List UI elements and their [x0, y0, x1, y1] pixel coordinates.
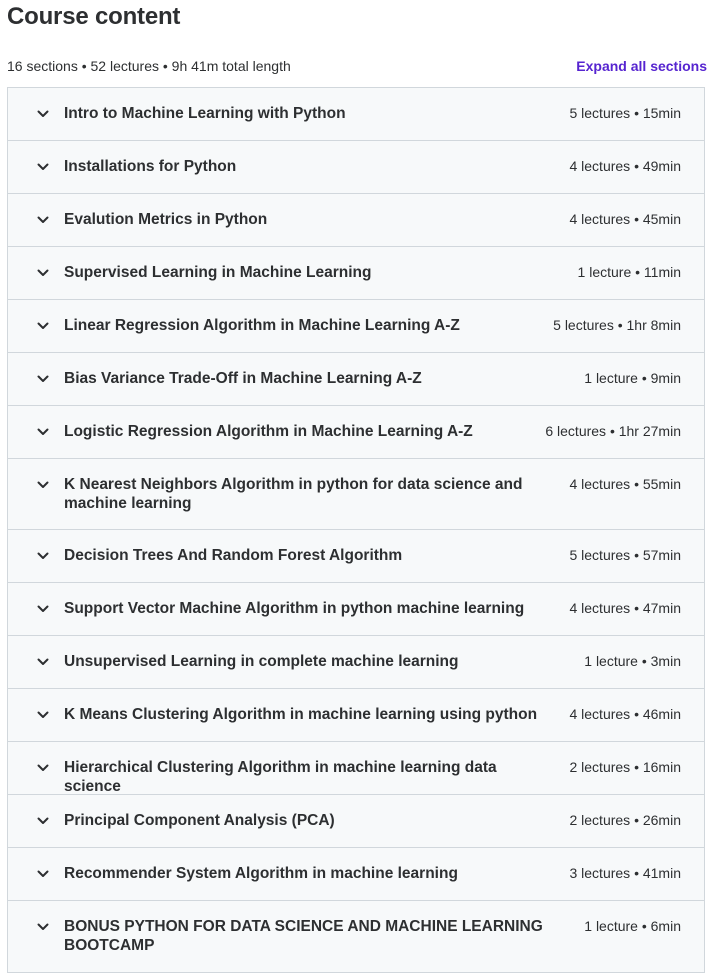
- chevron-down-icon: [36, 157, 50, 177]
- section-title: BONUS PYTHON FOR DATA SCIENCE AND MACHINE LEARNING BOOTCAMP: [64, 918, 543, 954]
- chevron-down-icon: [36, 864, 50, 884]
- section-header[interactable]: [8, 636, 704, 689]
- chevron-down-icon: [36, 546, 50, 566]
- chevron-down-icon: [36, 422, 50, 442]
- chevron-down-icon: [36, 758, 50, 778]
- course-summary: 16 sections • 52 lectures • 9h 41m total length: [7, 58, 291, 74]
- section-header[interactable]: [8, 795, 704, 848]
- section-header[interactable]: [8, 848, 704, 901]
- chevron-down-icon: [36, 475, 50, 495]
- section-header[interactable]: [8, 194, 704, 247]
- section-header[interactable]: [8, 353, 704, 406]
- section-title: Recommender System Algorithm in machine learning: [64, 865, 458, 882]
- chevron-down-icon: [36, 316, 50, 336]
- section-title: Logistic Regression Algorithm in Machine Learning A-Z: [64, 423, 473, 440]
- section-title: Intro to Machine Learning with Python: [64, 105, 346, 122]
- section-title: Principal Component Analysis (PCA): [64, 812, 335, 829]
- section-meta: 4 lectures • 45min: [569, 211, 681, 227]
- section-header[interactable]: [8, 141, 704, 194]
- section-header[interactable]: [8, 459, 704, 530]
- section-meta: 4 lectures • 55min: [569, 476, 681, 492]
- page-title: Course content: [7, 3, 181, 30]
- section-title: Bias Variance Trade-Off in Machine Learning A-Z: [64, 370, 422, 387]
- section-meta: 1 lecture • 9min: [584, 370, 681, 386]
- section-title: Hierarchical Clustering Algorithm in machine learning data science: [64, 759, 497, 795]
- section-title: Linear Regression Algorithm in Machine Learning A-Z: [64, 317, 460, 334]
- section-header[interactable]: [8, 901, 704, 972]
- section-header[interactable]: [8, 583, 704, 636]
- section-meta: 1 lecture • 11min: [577, 264, 681, 280]
- section-header[interactable]: [8, 742, 704, 795]
- section-meta: 4 lectures • 46min: [569, 706, 681, 722]
- chevron-down-icon: [36, 210, 50, 230]
- section-title: Support Vector Machine Algorithm in python machine learning: [64, 600, 525, 617]
- section-meta: 2 lectures • 16min: [569, 759, 681, 775]
- section-meta: 4 lectures • 47min: [569, 600, 681, 616]
- chevron-down-icon: [36, 705, 50, 725]
- section-meta: 1 lecture • 6min: [584, 918, 681, 934]
- chevron-down-icon: [36, 104, 50, 124]
- section-title: Evalution Metrics in Python: [64, 211, 268, 228]
- section-title: Installations for Python: [64, 158, 237, 175]
- section-title: Unsupervised Learning in complete machine learning: [64, 653, 459, 670]
- chevron-down-icon: [36, 369, 50, 389]
- section-meta: 4 lectures • 49min: [569, 158, 681, 174]
- expand-all-sections-button[interactable]: Expand all sections: [576, 58, 707, 74]
- summary-row: [7, 56, 707, 76]
- section-header[interactable]: [8, 689, 704, 742]
- section-meta: 2 lectures • 26min: [569, 812, 681, 828]
- sections-list: [7, 87, 705, 973]
- section-header[interactable]: [8, 406, 704, 459]
- section-title: Decision Trees And Random Forest Algorithm: [64, 547, 403, 564]
- chevron-down-icon: [36, 652, 50, 672]
- section-header[interactable]: [8, 530, 704, 583]
- section-meta: 3 lectures • 41min: [569, 865, 681, 881]
- chevron-down-icon: [36, 263, 50, 283]
- section-title: K Means Clustering Algorithm in machine learning using python: [64, 706, 538, 723]
- chevron-down-icon: [36, 811, 50, 831]
- section-header[interactable]: [8, 247, 704, 300]
- section-meta: 5 lectures • 1hr 8min: [553, 317, 681, 333]
- chevron-down-icon: [36, 599, 50, 619]
- section-meta: 6 lectures • 1hr 27min: [545, 423, 681, 439]
- section-header[interactable]: [8, 88, 704, 141]
- section-title: K Nearest Neighbors Algorithm in python for data science and machine learning: [64, 476, 523, 512]
- chevron-down-icon: [36, 917, 50, 937]
- section-meta: 5 lectures • 15min: [569, 105, 681, 121]
- section-meta: 1 lecture • 3min: [584, 653, 681, 669]
- section-meta: 5 lectures • 57min: [569, 547, 681, 563]
- section-header[interactable]: [8, 300, 704, 353]
- section-title: Supervised Learning in Machine Learning: [64, 264, 372, 281]
